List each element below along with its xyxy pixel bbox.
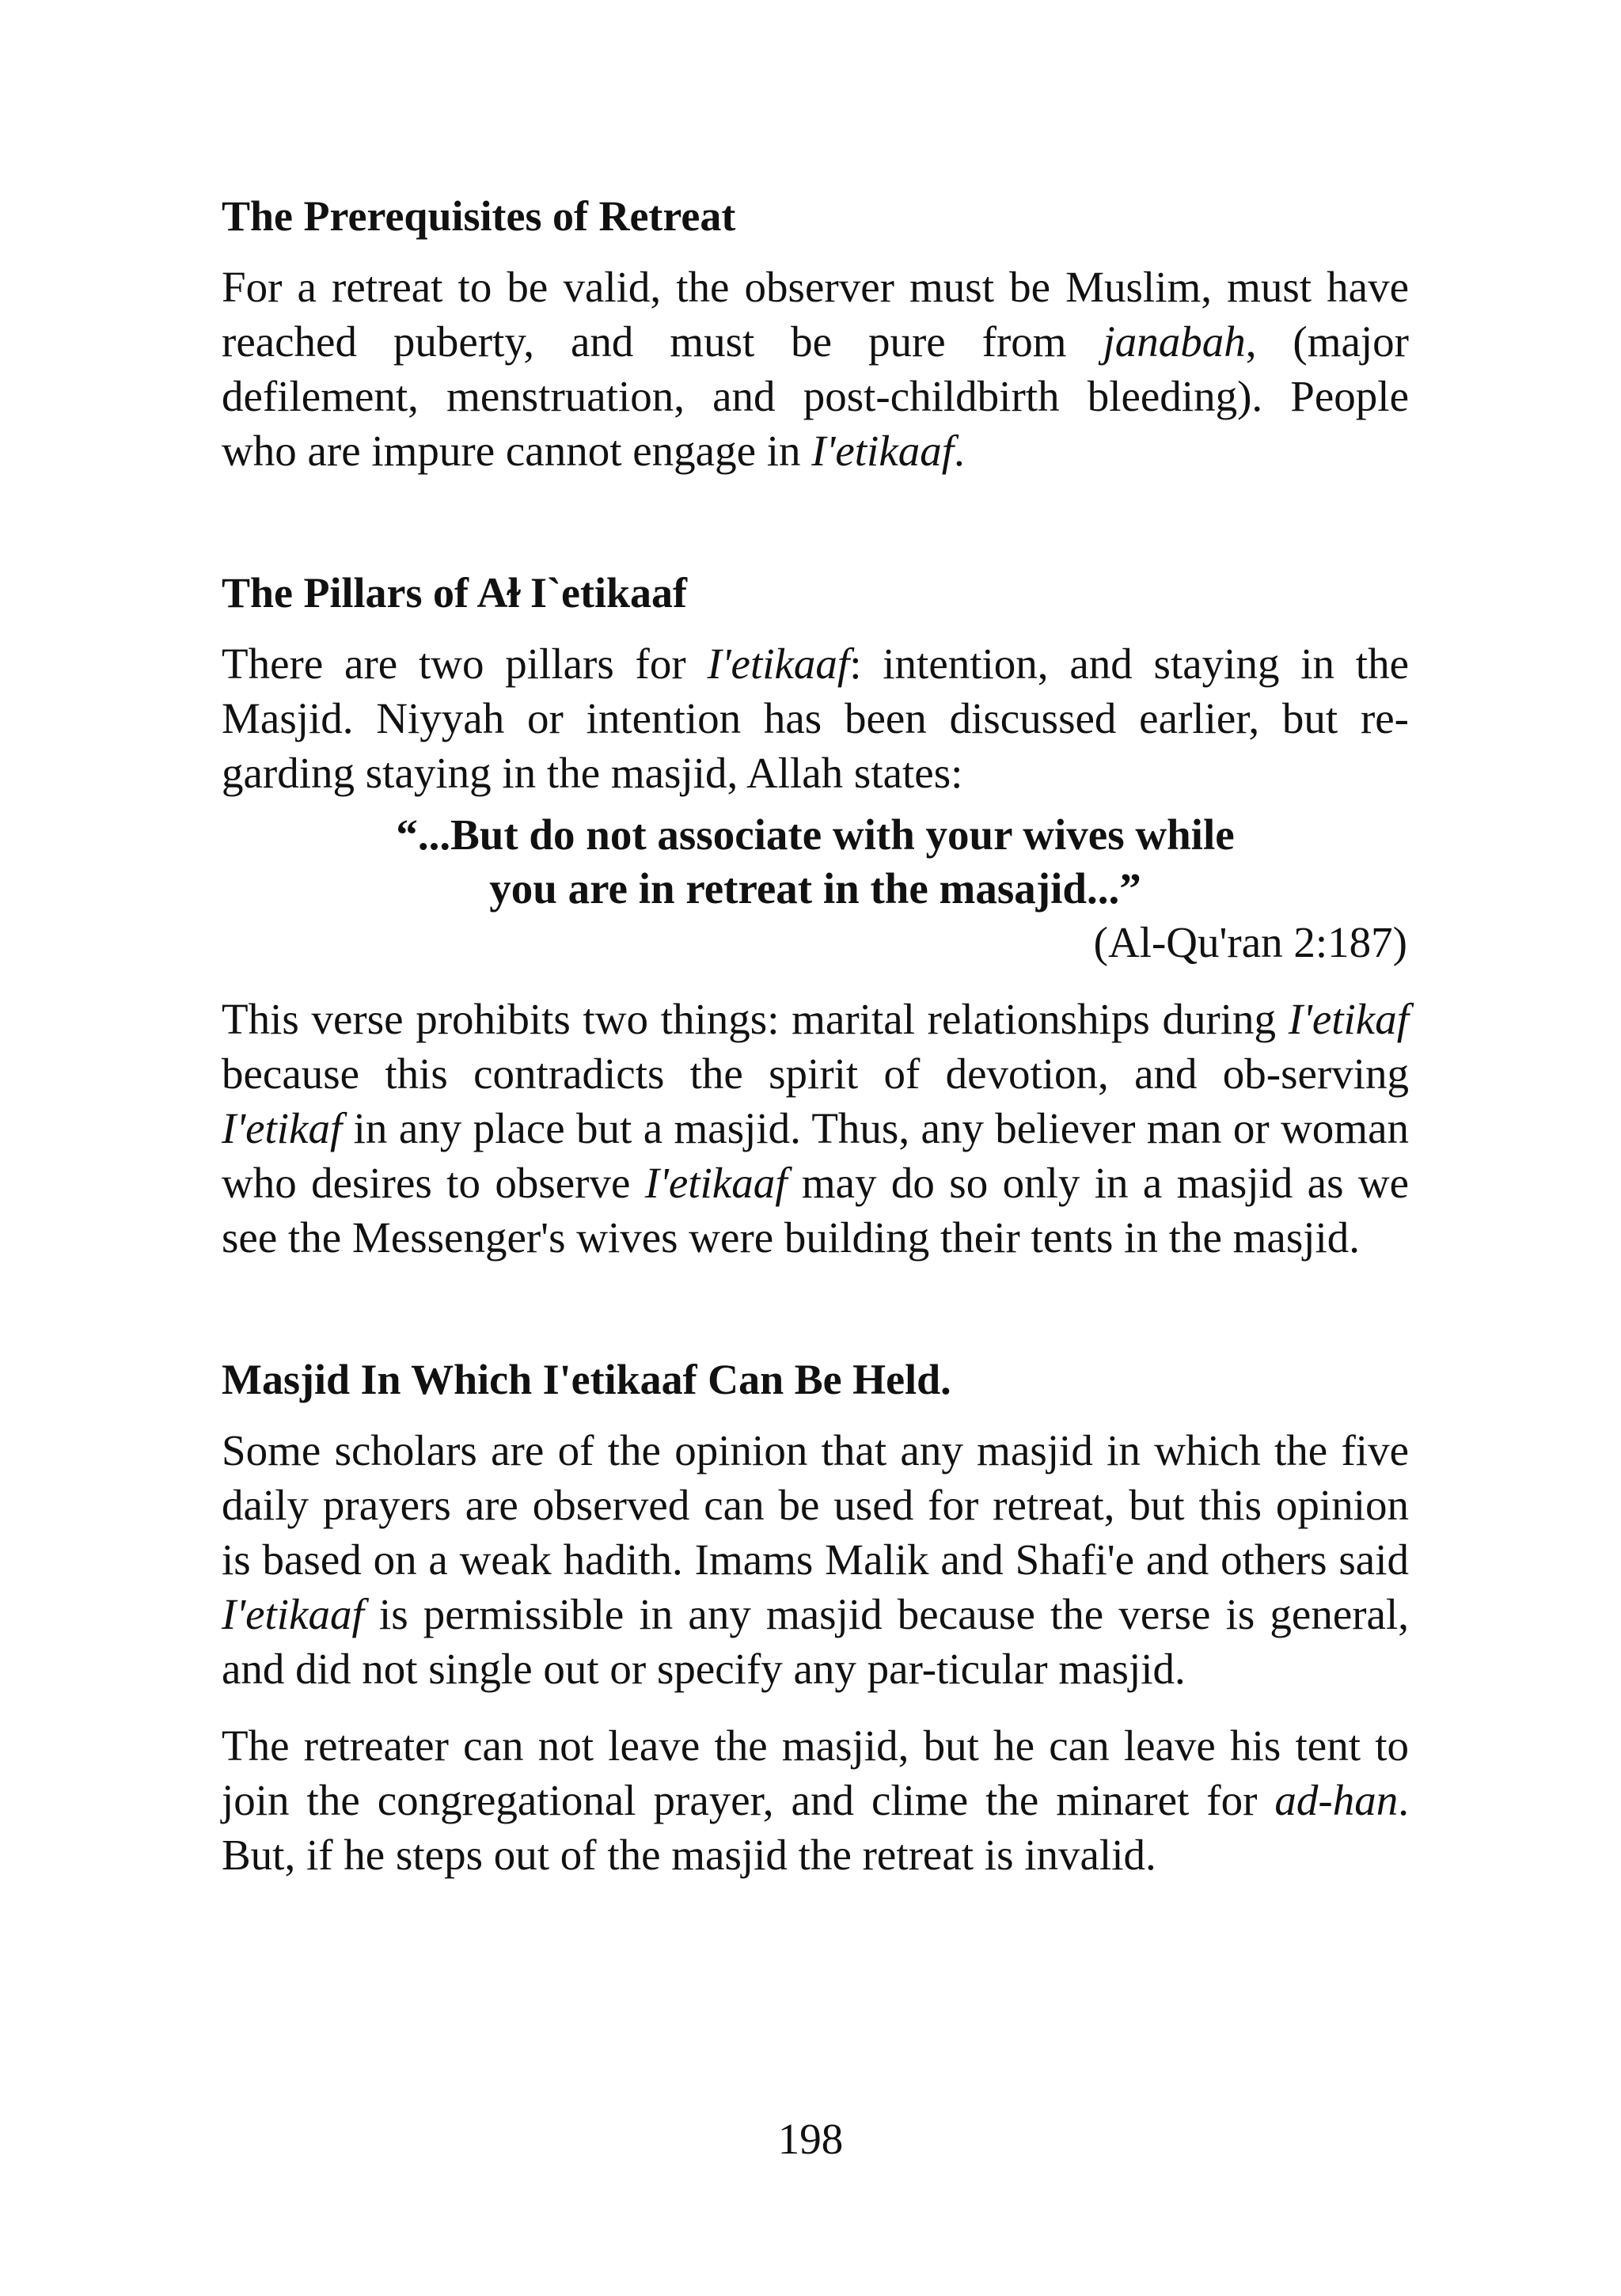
paragraph-gap [222,1696,1409,1718]
italic-term: ad-han [1274,1776,1399,1824]
section-heading-masjid: Masjid In Which I'etikaaf Can Be Held. [222,1356,951,1403]
italic-term: I'etikaf [1288,995,1409,1043]
section-gap [222,478,1409,565]
section-heading-prerequisites: The Prerequisites of Retreat [222,192,736,240]
italic-term: I'etikaaf [644,1159,788,1207]
paragraph-pillars: There are two pillars for I'etikaaf: intention, and staying in the Masjid. Niyyah or intention has been discussed earlier, but re-garding staying in the masjid, Allah states: [222,639,1409,797]
quran-quote [222,808,1409,916]
page-number: 198 [777,2115,844,2163]
italic-term: I'etikaaf [222,1590,364,1638]
quote-line-1: “...But do not associate with your wives while [396,810,1235,859]
italic-term: I'etikaaf [707,639,850,688]
paragraph-verse-explanation: This verse prohibits two things: marital relationships during I'etikaf because this contradicts the spirit of devotion, and ob-serving I'etikaf in any place but a masjid. Thus, any believer man or woman who desires to observe I'etikaaf may do so only in a masjid as we see the Messenger's wives were building their tents in the masjid. [222,995,1409,1262]
italic-term: I'etikaaf [811,427,955,475]
italic-term: I'etikaf [222,1104,343,1152]
quote-reference: (Al-Qu'ran 2:187) [1093,918,1407,966]
quote-line-2: you are in retreat in the masajid...” [489,864,1141,913]
page-content [222,188,1409,1882]
italic-term: janabah [1103,317,1246,366]
section-gap [222,1265,1409,1352]
section-heading-pillars: The Pillars of Aɫ I`etikaaf [222,569,687,617]
paragraph-retreater: The retreater can not leave the masjid, but he can leave his tent to join the congregational prayer, and clime the minaret for ad-han. But, if he steps out of the masjid the retreat is invalid. [222,1721,1409,1879]
paragraph-prerequisites: For a retreat to be valid, the observer must be Muslim, must have reached puberty, and must be pure from janabah, (major defilement, menstruation, and post-childbirth bleeding). People who are impure cannot engage in I'etikaaf. [222,263,1409,475]
paragraph-masjid-opinion: Some scholars are of the opinion that any masjid in which the five daily prayers are observed can be used for retreat, but this opinion is based on a weak hadith. Imams Malik and Shafi'e and others said I'etikaaf is permissible in any masjid because the verse is general, and did not single out or specify any par-ticular masjid. [222,1426,1409,1693]
